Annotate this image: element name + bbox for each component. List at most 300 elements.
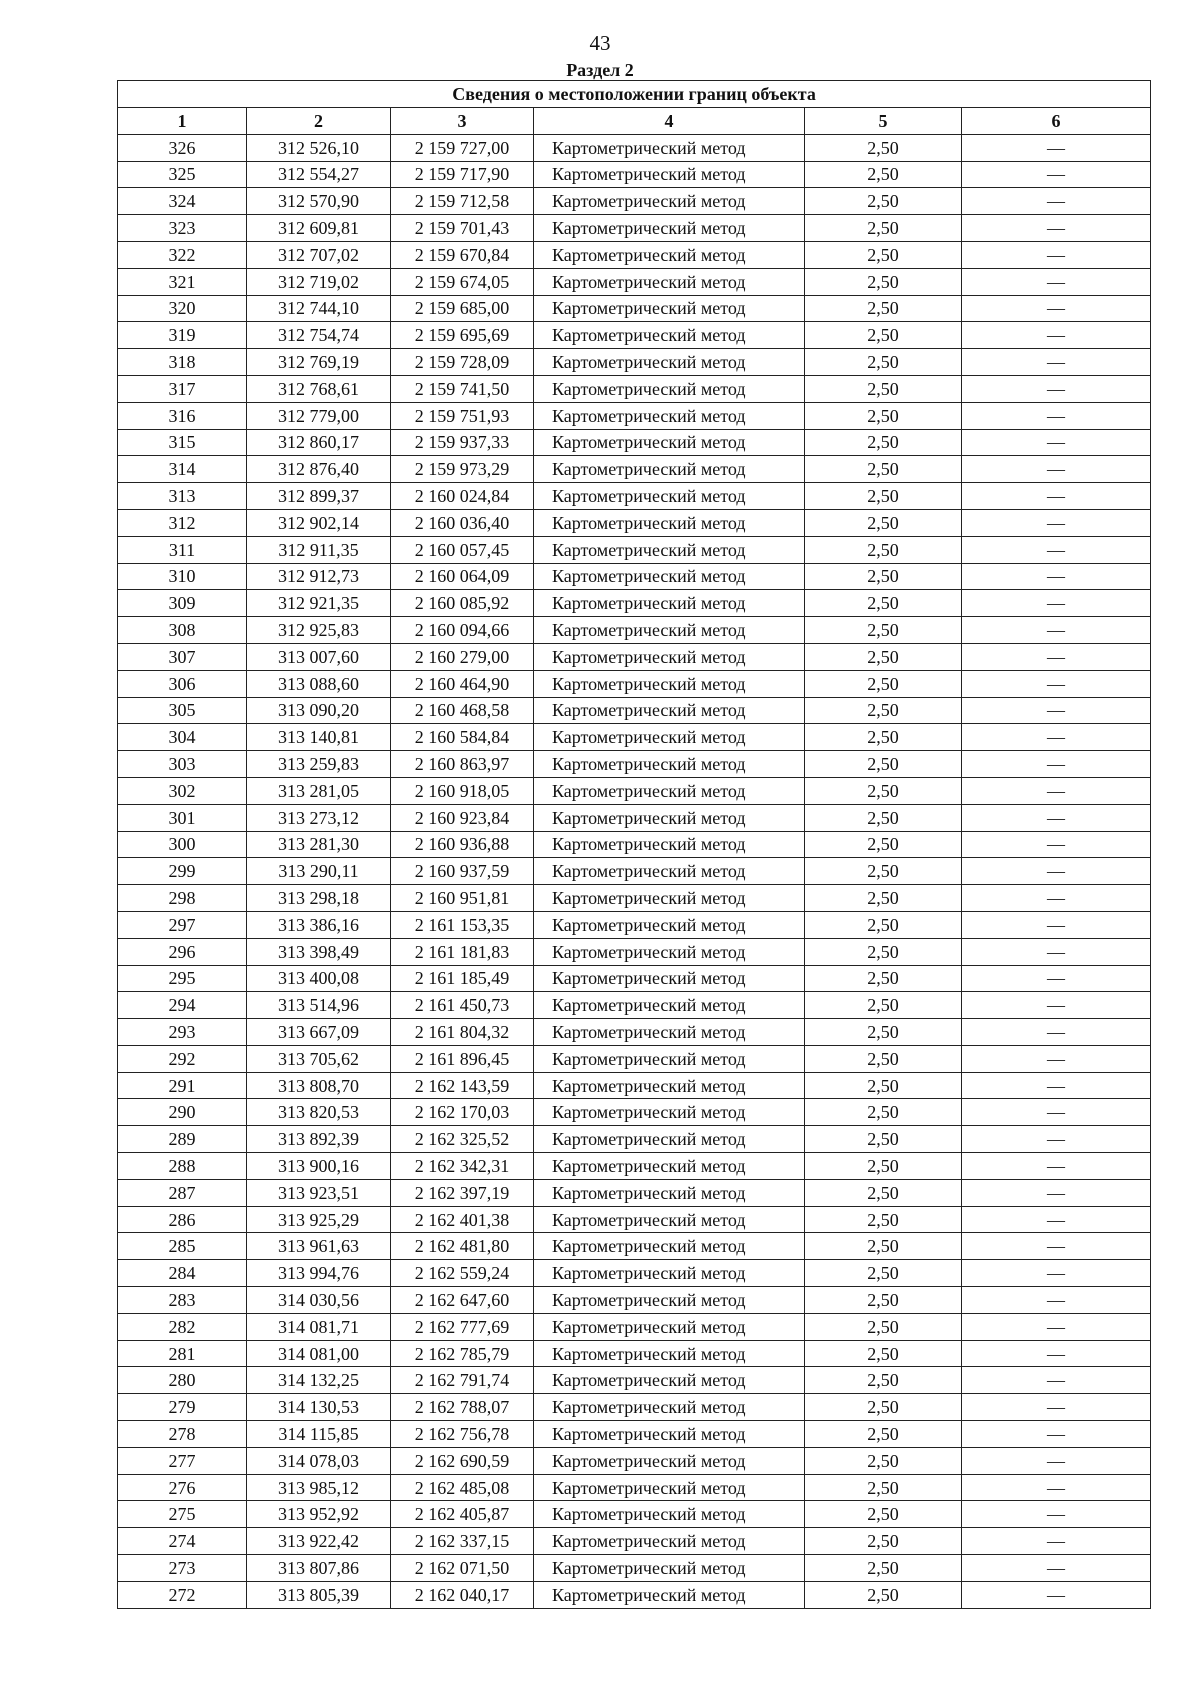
table-row <box>118 349 1151 376</box>
point-number-cell: 305 <box>118 697 247 724</box>
method-cell: Картометрический метод <box>534 1474 805 1501</box>
accuracy-cell: 2,50 <box>805 456 962 483</box>
point-number-cell: 319 <box>118 322 247 349</box>
point-number-cell: 295 <box>118 965 247 992</box>
table-row <box>118 161 1151 188</box>
y-coordinate-cell: 2 162 405,87 <box>391 1501 534 1528</box>
y-coordinate-cell: 2 161 181,83 <box>391 938 534 965</box>
method-cell: Картометрический метод <box>534 1447 805 1474</box>
note-cell: — <box>962 1153 1151 1180</box>
note-cell: — <box>962 509 1151 536</box>
table-row <box>118 241 1151 268</box>
y-coordinate-cell: 2 162 791,74 <box>391 1367 534 1394</box>
x-coordinate-cell: 313 398,49 <box>247 938 391 965</box>
x-coordinate-cell: 312 754,74 <box>247 322 391 349</box>
y-coordinate-cell: 2 162 337,15 <box>391 1528 534 1555</box>
accuracy-cell: 2,50 <box>805 509 962 536</box>
table-row <box>118 804 1151 831</box>
point-number-cell: 273 <box>118 1555 247 1582</box>
table-body <box>118 134 1151 1608</box>
point-number-cell: 279 <box>118 1394 247 1421</box>
table-row <box>118 1421 1151 1448</box>
table-row <box>118 1153 1151 1180</box>
point-number-cell: 283 <box>118 1287 247 1314</box>
column-number-row <box>118 108 1151 135</box>
note-cell: — <box>962 375 1151 402</box>
x-coordinate-cell: 313 281,05 <box>247 777 391 804</box>
x-coordinate-cell: 312 779,00 <box>247 402 391 429</box>
note-cell: — <box>962 1367 1151 1394</box>
y-coordinate-cell: 2 160 279,00 <box>391 643 534 670</box>
method-cell: Картометрический метод <box>534 188 805 215</box>
note-cell: — <box>962 1233 1151 1260</box>
note-cell: — <box>962 1206 1151 1233</box>
method-cell: Картометрический метод <box>534 911 805 938</box>
method-cell: Картометрический метод <box>534 1233 805 1260</box>
note-cell: — <box>962 724 1151 751</box>
x-coordinate-cell: 312 912,73 <box>247 563 391 590</box>
x-coordinate-cell: 313 090,20 <box>247 697 391 724</box>
y-coordinate-cell: 2 162 481,80 <box>391 1233 534 1260</box>
x-coordinate-cell: 313 820,53 <box>247 1099 391 1126</box>
y-coordinate-cell: 2 159 751,93 <box>391 402 534 429</box>
y-coordinate-cell: 2 159 712,58 <box>391 188 534 215</box>
x-coordinate-cell: 312 902,14 <box>247 509 391 536</box>
method-cell: Картометрический метод <box>534 322 805 349</box>
x-coordinate-cell: 313 386,16 <box>247 911 391 938</box>
accuracy-cell: 2,50 <box>805 402 962 429</box>
note-cell: — <box>962 349 1151 376</box>
y-coordinate-cell: 2 159 741,50 <box>391 375 534 402</box>
accuracy-cell: 2,50 <box>805 911 962 938</box>
table-row <box>118 1394 1151 1421</box>
method-cell: Картометрический метод <box>534 483 805 510</box>
y-coordinate-cell: 2 159 973,29 <box>391 456 534 483</box>
note-cell: — <box>962 1045 1151 1072</box>
accuracy-cell: 2,50 <box>805 590 962 617</box>
x-coordinate-cell: 312 707,02 <box>247 241 391 268</box>
point-number-cell: 292 <box>118 1045 247 1072</box>
accuracy-cell: 2,50 <box>805 751 962 778</box>
x-coordinate-cell: 313 298,18 <box>247 885 391 912</box>
method-cell: Картометрический метод <box>534 1394 805 1421</box>
point-number-cell: 291 <box>118 1072 247 1099</box>
point-number-cell: 293 <box>118 1019 247 1046</box>
x-coordinate-cell: 312 925,83 <box>247 617 391 644</box>
point-number-cell: 272 <box>118 1581 247 1608</box>
x-coordinate-cell: 312 570,90 <box>247 188 391 215</box>
point-number-cell: 307 <box>118 643 247 670</box>
note-cell: — <box>962 1447 1151 1474</box>
table-row <box>118 911 1151 938</box>
x-coordinate-cell: 314 115,85 <box>247 1421 391 1448</box>
x-coordinate-cell: 313 808,70 <box>247 1072 391 1099</box>
accuracy-cell: 2,50 <box>805 1045 962 1072</box>
table-row <box>118 215 1151 242</box>
point-number-cell: 303 <box>118 751 247 778</box>
method-cell: Картометрический метод <box>534 1528 805 1555</box>
y-coordinate-cell: 2 162 690,59 <box>391 1447 534 1474</box>
x-coordinate-cell: 314 078,03 <box>247 1447 391 1474</box>
y-coordinate-cell: 2 159 727,00 <box>391 134 534 161</box>
x-coordinate-cell: 313 007,60 <box>247 643 391 670</box>
point-number-cell: 306 <box>118 670 247 697</box>
point-number-cell: 310 <box>118 563 247 590</box>
point-number-cell: 314 <box>118 456 247 483</box>
method-cell: Картометрический метод <box>534 1581 805 1608</box>
point-number-cell: 316 <box>118 402 247 429</box>
y-coordinate-cell: 2 160 085,92 <box>391 590 534 617</box>
x-coordinate-cell: 314 081,00 <box>247 1340 391 1367</box>
accuracy-cell: 2,50 <box>805 617 962 644</box>
accuracy-cell: 2,50 <box>805 643 962 670</box>
table-row <box>118 751 1151 778</box>
x-coordinate-cell: 313 925,29 <box>247 1206 391 1233</box>
y-coordinate-cell: 2 162 342,31 <box>391 1153 534 1180</box>
table-row <box>118 429 1151 456</box>
method-cell: Картометрический метод <box>534 509 805 536</box>
point-number-cell: 275 <box>118 1501 247 1528</box>
note-cell: — <box>962 483 1151 510</box>
point-number-cell: 321 <box>118 268 247 295</box>
note-cell: — <box>962 643 1151 670</box>
x-coordinate-cell: 312 744,10 <box>247 295 391 322</box>
accuracy-cell: 2,50 <box>805 322 962 349</box>
table-row <box>118 1447 1151 1474</box>
note-cell: — <box>962 429 1151 456</box>
point-number-cell: 282 <box>118 1313 247 1340</box>
y-coordinate-cell: 2 160 918,05 <box>391 777 534 804</box>
point-number-cell: 323 <box>118 215 247 242</box>
point-number-cell: 300 <box>118 831 247 858</box>
x-coordinate-cell: 313 900,16 <box>247 1153 391 1180</box>
point-number-cell: 286 <box>118 1206 247 1233</box>
y-coordinate-cell: 2 159 937,33 <box>391 429 534 456</box>
table-header <box>118 81 1151 135</box>
accuracy-cell: 2,50 <box>805 1581 962 1608</box>
table-row <box>118 1072 1151 1099</box>
point-number-cell: 326 <box>118 134 247 161</box>
y-coordinate-cell: 2 162 397,19 <box>391 1179 534 1206</box>
note-cell: — <box>962 402 1151 429</box>
method-cell: Картометрический метод <box>534 777 805 804</box>
x-coordinate-cell: 313 140,81 <box>247 724 391 751</box>
x-coordinate-cell: 313 892,39 <box>247 1126 391 1153</box>
x-coordinate-cell: 313 273,12 <box>247 804 391 831</box>
y-coordinate-cell: 2 161 804,32 <box>391 1019 534 1046</box>
accuracy-cell: 2,50 <box>805 536 962 563</box>
y-coordinate-cell: 2 161 450,73 <box>391 992 534 1019</box>
y-coordinate-cell: 2 159 695,69 <box>391 322 534 349</box>
column-header: 1 <box>118 108 247 135</box>
point-number-cell: 281 <box>118 1340 247 1367</box>
y-coordinate-cell: 2 160 951,81 <box>391 885 534 912</box>
y-coordinate-cell: 2 162 071,50 <box>391 1555 534 1582</box>
table-row <box>118 1501 1151 1528</box>
method-cell: Картометрический метод <box>534 1206 805 1233</box>
y-coordinate-cell: 2 161 153,35 <box>391 911 534 938</box>
point-number-cell: 287 <box>118 1179 247 1206</box>
note-cell: — <box>962 456 1151 483</box>
column-header: 5 <box>805 108 962 135</box>
note-cell: — <box>962 1474 1151 1501</box>
x-coordinate-cell: 313 922,42 <box>247 1528 391 1555</box>
point-number-cell: 317 <box>118 375 247 402</box>
accuracy-cell: 2,50 <box>805 1287 962 1314</box>
accuracy-cell: 2,50 <box>805 1206 962 1233</box>
accuracy-cell: 2,50 <box>805 1528 962 1555</box>
note-cell: — <box>962 1528 1151 1555</box>
point-number-cell: 322 <box>118 241 247 268</box>
x-coordinate-cell: 314 081,71 <box>247 1313 391 1340</box>
x-coordinate-cell: 313 290,11 <box>247 858 391 885</box>
column-header: 2 <box>247 108 391 135</box>
table-caption-row <box>118 81 1151 108</box>
note-cell: — <box>962 1501 1151 1528</box>
accuracy-cell: 2,50 <box>805 1019 962 1046</box>
method-cell: Картометрический метод <box>534 134 805 161</box>
accuracy-cell: 2,50 <box>805 1126 962 1153</box>
y-coordinate-cell: 2 160 057,45 <box>391 536 534 563</box>
note-cell: — <box>962 1287 1151 1314</box>
note-cell: — <box>962 161 1151 188</box>
note-cell: — <box>962 1260 1151 1287</box>
y-coordinate-cell: 2 160 024,84 <box>391 483 534 510</box>
point-number-cell: 304 <box>118 724 247 751</box>
note-cell: — <box>962 992 1151 1019</box>
x-coordinate-cell: 312 899,37 <box>247 483 391 510</box>
table-caption: Сведения о местоположении границ объекта <box>118 81 1151 108</box>
accuracy-cell: 2,50 <box>805 670 962 697</box>
method-cell: Картометрический метод <box>534 161 805 188</box>
y-coordinate-cell: 2 162 401,38 <box>391 1206 534 1233</box>
y-coordinate-cell: 2 162 559,24 <box>391 1260 534 1287</box>
y-coordinate-cell: 2 159 717,90 <box>391 161 534 188</box>
boundary-coordinates-table <box>117 80 1151 1609</box>
table-row <box>118 509 1151 536</box>
point-number-cell: 296 <box>118 938 247 965</box>
note-cell: — <box>962 241 1151 268</box>
point-number-cell: 309 <box>118 590 247 617</box>
method-cell: Картометрический метод <box>534 751 805 778</box>
table-row <box>118 643 1151 670</box>
method-cell: Картометрический метод <box>534 1179 805 1206</box>
method-cell: Картометрический метод <box>534 1501 805 1528</box>
note-cell: — <box>962 777 1151 804</box>
point-number-cell: 274 <box>118 1528 247 1555</box>
note-cell: — <box>962 536 1151 563</box>
y-coordinate-cell: 2 160 937,59 <box>391 858 534 885</box>
x-coordinate-cell: 312 921,35 <box>247 590 391 617</box>
accuracy-cell: 2,50 <box>805 215 962 242</box>
point-number-cell: 298 <box>118 885 247 912</box>
accuracy-cell: 2,50 <box>805 1474 962 1501</box>
note-cell: — <box>962 1581 1151 1608</box>
table-row <box>118 536 1151 563</box>
accuracy-cell: 2,50 <box>805 777 962 804</box>
x-coordinate-cell: 312 526,10 <box>247 134 391 161</box>
method-cell: Картометрический метод <box>534 1019 805 1046</box>
method-cell: Картометрический метод <box>534 831 805 858</box>
note-cell: — <box>962 617 1151 644</box>
accuracy-cell: 2,50 <box>805 831 962 858</box>
note-cell: — <box>962 322 1151 349</box>
method-cell: Картометрический метод <box>534 670 805 697</box>
point-number-cell: 285 <box>118 1233 247 1260</box>
x-coordinate-cell: 314 030,56 <box>247 1287 391 1314</box>
note-cell: — <box>962 563 1151 590</box>
table-row <box>118 1233 1151 1260</box>
method-cell: Картометрический метод <box>534 885 805 912</box>
page-number: 43 <box>589 31 611 55</box>
y-coordinate-cell: 2 160 464,90 <box>391 670 534 697</box>
point-number-cell: 311 <box>118 536 247 563</box>
table-row <box>118 1528 1151 1555</box>
x-coordinate-cell: 313 281,30 <box>247 831 391 858</box>
point-number-cell: 315 <box>118 429 247 456</box>
note-cell: — <box>962 1421 1151 1448</box>
table-row <box>118 563 1151 590</box>
table-row <box>118 670 1151 697</box>
y-coordinate-cell: 2 162 485,08 <box>391 1474 534 1501</box>
note-cell: — <box>962 697 1151 724</box>
y-coordinate-cell: 2 162 777,69 <box>391 1313 534 1340</box>
accuracy-cell: 2,50 <box>805 1394 962 1421</box>
method-cell: Картометрический метод <box>534 456 805 483</box>
note-cell: — <box>962 885 1151 912</box>
accuracy-cell: 2,50 <box>805 1367 962 1394</box>
accuracy-cell: 2,50 <box>805 1099 962 1126</box>
table-row <box>118 831 1151 858</box>
note-cell: — <box>962 1179 1151 1206</box>
table-row <box>118 1045 1151 1072</box>
method-cell: Картометрический метод <box>534 1072 805 1099</box>
accuracy-cell: 2,50 <box>805 1313 962 1340</box>
point-number-cell: 302 <box>118 777 247 804</box>
point-number-cell: 308 <box>118 617 247 644</box>
y-coordinate-cell: 2 160 936,88 <box>391 831 534 858</box>
accuracy-cell: 2,50 <box>805 858 962 885</box>
x-coordinate-cell: 313 985,12 <box>247 1474 391 1501</box>
x-coordinate-cell: 312 768,61 <box>247 375 391 402</box>
x-coordinate-cell: 313 923,51 <box>247 1179 391 1206</box>
table-row <box>118 965 1151 992</box>
y-coordinate-cell: 2 162 170,03 <box>391 1099 534 1126</box>
method-cell: Картометрический метод <box>534 590 805 617</box>
point-number-cell: 284 <box>118 1260 247 1287</box>
table-row <box>118 1126 1151 1153</box>
y-coordinate-cell: 2 160 584,84 <box>391 724 534 751</box>
point-number-cell: 313 <box>118 483 247 510</box>
table-row <box>118 295 1151 322</box>
x-coordinate-cell: 314 130,53 <box>247 1394 391 1421</box>
method-cell: Картометрический метод <box>534 241 805 268</box>
y-coordinate-cell: 2 159 701,43 <box>391 215 534 242</box>
table-row <box>118 483 1151 510</box>
note-cell: — <box>962 1099 1151 1126</box>
table-row <box>118 1313 1151 1340</box>
method-cell: Картометрический метод <box>534 268 805 295</box>
accuracy-cell: 2,50 <box>805 1340 962 1367</box>
accuracy-cell: 2,50 <box>805 349 962 376</box>
method-cell: Картометрический метод <box>534 1421 805 1448</box>
table-row <box>118 1555 1151 1582</box>
note-cell: — <box>962 215 1151 242</box>
note-cell: — <box>962 938 1151 965</box>
table-row <box>118 1367 1151 1394</box>
x-coordinate-cell: 312 769,19 <box>247 349 391 376</box>
method-cell: Картометрический метод <box>534 1099 805 1126</box>
y-coordinate-cell: 2 160 863,97 <box>391 751 534 778</box>
table-row <box>118 402 1151 429</box>
accuracy-cell: 2,50 <box>805 1233 962 1260</box>
note-cell: — <box>962 1313 1151 1340</box>
point-number-cell: 294 <box>118 992 247 1019</box>
method-cell: Картометрический метод <box>534 1153 805 1180</box>
x-coordinate-cell: 312 911,35 <box>247 536 391 563</box>
method-cell: Картометрический метод <box>534 617 805 644</box>
table-row <box>118 885 1151 912</box>
x-coordinate-cell: 313 807,86 <box>247 1555 391 1582</box>
method-cell: Картометрический метод <box>534 965 805 992</box>
table-row <box>118 1179 1151 1206</box>
method-cell: Картометрический метод <box>534 1367 805 1394</box>
accuracy-cell: 2,50 <box>805 1447 962 1474</box>
accuracy-cell: 2,50 <box>805 724 962 751</box>
note-cell: — <box>962 1019 1151 1046</box>
x-coordinate-cell: 313 952,92 <box>247 1501 391 1528</box>
x-coordinate-cell: 313 259,83 <box>247 751 391 778</box>
accuracy-cell: 2,50 <box>805 992 962 1019</box>
table-row <box>118 1340 1151 1367</box>
note-cell: — <box>962 1340 1151 1367</box>
x-coordinate-cell: 313 961,63 <box>247 1233 391 1260</box>
accuracy-cell: 2,50 <box>805 938 962 965</box>
note-cell: — <box>962 1072 1151 1099</box>
table-row <box>118 1474 1151 1501</box>
point-number-cell: 297 <box>118 911 247 938</box>
accuracy-cell: 2,50 <box>805 295 962 322</box>
method-cell: Картометрический метод <box>534 563 805 590</box>
y-coordinate-cell: 2 160 064,09 <box>391 563 534 590</box>
x-coordinate-cell: 313 805,39 <box>247 1581 391 1608</box>
note-cell: — <box>962 670 1151 697</box>
accuracy-cell: 2,50 <box>805 188 962 215</box>
point-number-cell: 276 <box>118 1474 247 1501</box>
x-coordinate-cell: 313 400,08 <box>247 965 391 992</box>
method-cell: Картометрический метод <box>534 1045 805 1072</box>
accuracy-cell: 2,50 <box>805 241 962 268</box>
accuracy-cell: 2,50 <box>805 375 962 402</box>
table-row <box>118 188 1151 215</box>
accuracy-cell: 2,50 <box>805 885 962 912</box>
table-row <box>118 134 1151 161</box>
point-number-cell: 324 <box>118 188 247 215</box>
method-cell: Картометрический метод <box>534 1555 805 1582</box>
point-number-cell: 289 <box>118 1126 247 1153</box>
table-row <box>118 590 1151 617</box>
method-cell: Картометрический метод <box>534 938 805 965</box>
method-cell: Картометрический метод <box>534 697 805 724</box>
x-coordinate-cell: 313 088,60 <box>247 670 391 697</box>
method-cell: Картометрический метод <box>534 1260 805 1287</box>
x-coordinate-cell: 312 876,40 <box>247 456 391 483</box>
y-coordinate-cell: 2 159 670,84 <box>391 241 534 268</box>
y-coordinate-cell: 2 160 036,40 <box>391 509 534 536</box>
accuracy-cell: 2,50 <box>805 483 962 510</box>
y-coordinate-cell: 2 162 325,52 <box>391 1126 534 1153</box>
note-cell: — <box>962 295 1151 322</box>
